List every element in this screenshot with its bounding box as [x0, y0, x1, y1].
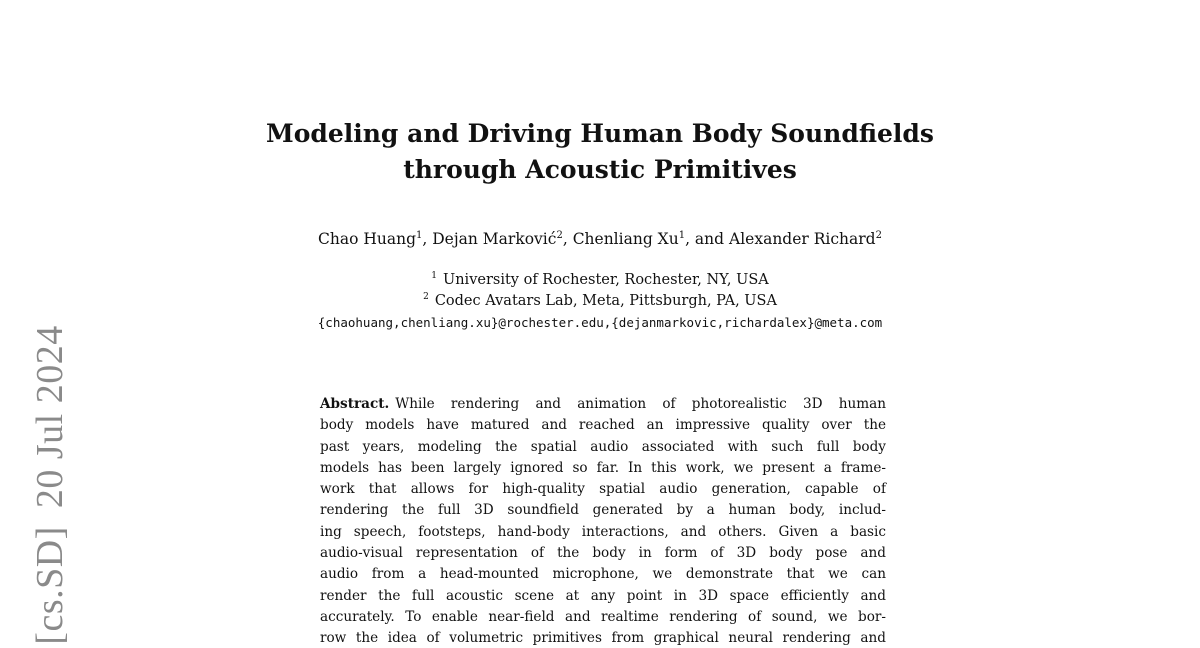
author-affil-mark: 2 — [875, 230, 882, 241]
author-affil-mark: 1 — [416, 230, 423, 241]
abstract-line: row the idea of volumetric primitives from graphical neural rendering and — [320, 630, 886, 647]
author-name: Chenliang Xu — [572, 230, 679, 248]
affiliation-row — [0, 291, 1200, 312]
abstract-line: audio from a head-mounted microphone, we demonstrate that we can — [320, 566, 886, 583]
author-separator: , — [422, 230, 433, 248]
abstract-line: past years, modeling the spatial audio associated with such full body — [320, 438, 886, 455]
abstract-line: accurately. To enable near-field and realtime rendering of sound, we bor- — [320, 608, 886, 625]
abstract — [320, 394, 886, 648]
author-name: Chao Huang — [318, 230, 417, 248]
author-affil-mark: 2 — [556, 230, 563, 241]
abstract-line: render the full acoustic scene at any point in 3D space efficiently and — [320, 587, 886, 604]
arxiv-category: [cs.SD] — [29, 526, 71, 645]
abstract-line: models has been largely ignored so far. In this work, we present a frame- — [320, 459, 886, 476]
abstract-line: work that allows for high-quality spatial audio generation, capable of — [320, 481, 886, 498]
affiliation-row — [0, 270, 1200, 291]
author-emails: {chaohuang,chenliang.xu}@rochester.edu,{dejanmarkovic,richardalex}@meta.com — [317, 315, 883, 330]
affiliation-text: Codec Avatars Lab, Meta, Pittsburgh, PA, USA — [434, 293, 777, 309]
abstract-line-text: While rendering and animation of photorealistic 3D human — [395, 396, 886, 412]
affiliation-mark: 1 — [431, 271, 437, 281]
title-line-1: Modeling and Driving Human Body Soundfields — [266, 119, 934, 148]
abstract-line: audio-visual representation of the body in form of 3D body pose and — [320, 545, 886, 562]
author-separator: , — [562, 230, 573, 248]
title-line-2: through Acoustic Primitives — [403, 155, 797, 184]
abstract-line: body models have matured and reached an impressive quality over the — [320, 417, 886, 434]
author-separator: , and — [685, 230, 730, 248]
paper-title — [0, 116, 1200, 188]
author-list — [0, 229, 1200, 249]
affiliations — [0, 270, 1200, 333]
abstract-line: ing speech, footsteps, hand-body interactions, and others. Given a basic — [320, 523, 886, 540]
abstract-line — [320, 394, 886, 415]
author-affil-mark: 1 — [678, 230, 686, 241]
arxiv-date: 20 Jul 2024 — [29, 325, 71, 509]
abstract-line: rendering the full 3D soundfield generated by a human body, includ- — [320, 502, 886, 519]
affiliation-text: University of Rochester, Rochester, NY, USA — [443, 272, 769, 288]
abstract-label: Abstract. — [320, 396, 390, 412]
author-name: Alexander Richard — [729, 230, 876, 248]
author-name: Dejan Marković — [432, 230, 557, 248]
arxiv-sidebar-stamp — [28, 325, 72, 644]
affiliation-mark: 2 — [423, 292, 429, 302]
